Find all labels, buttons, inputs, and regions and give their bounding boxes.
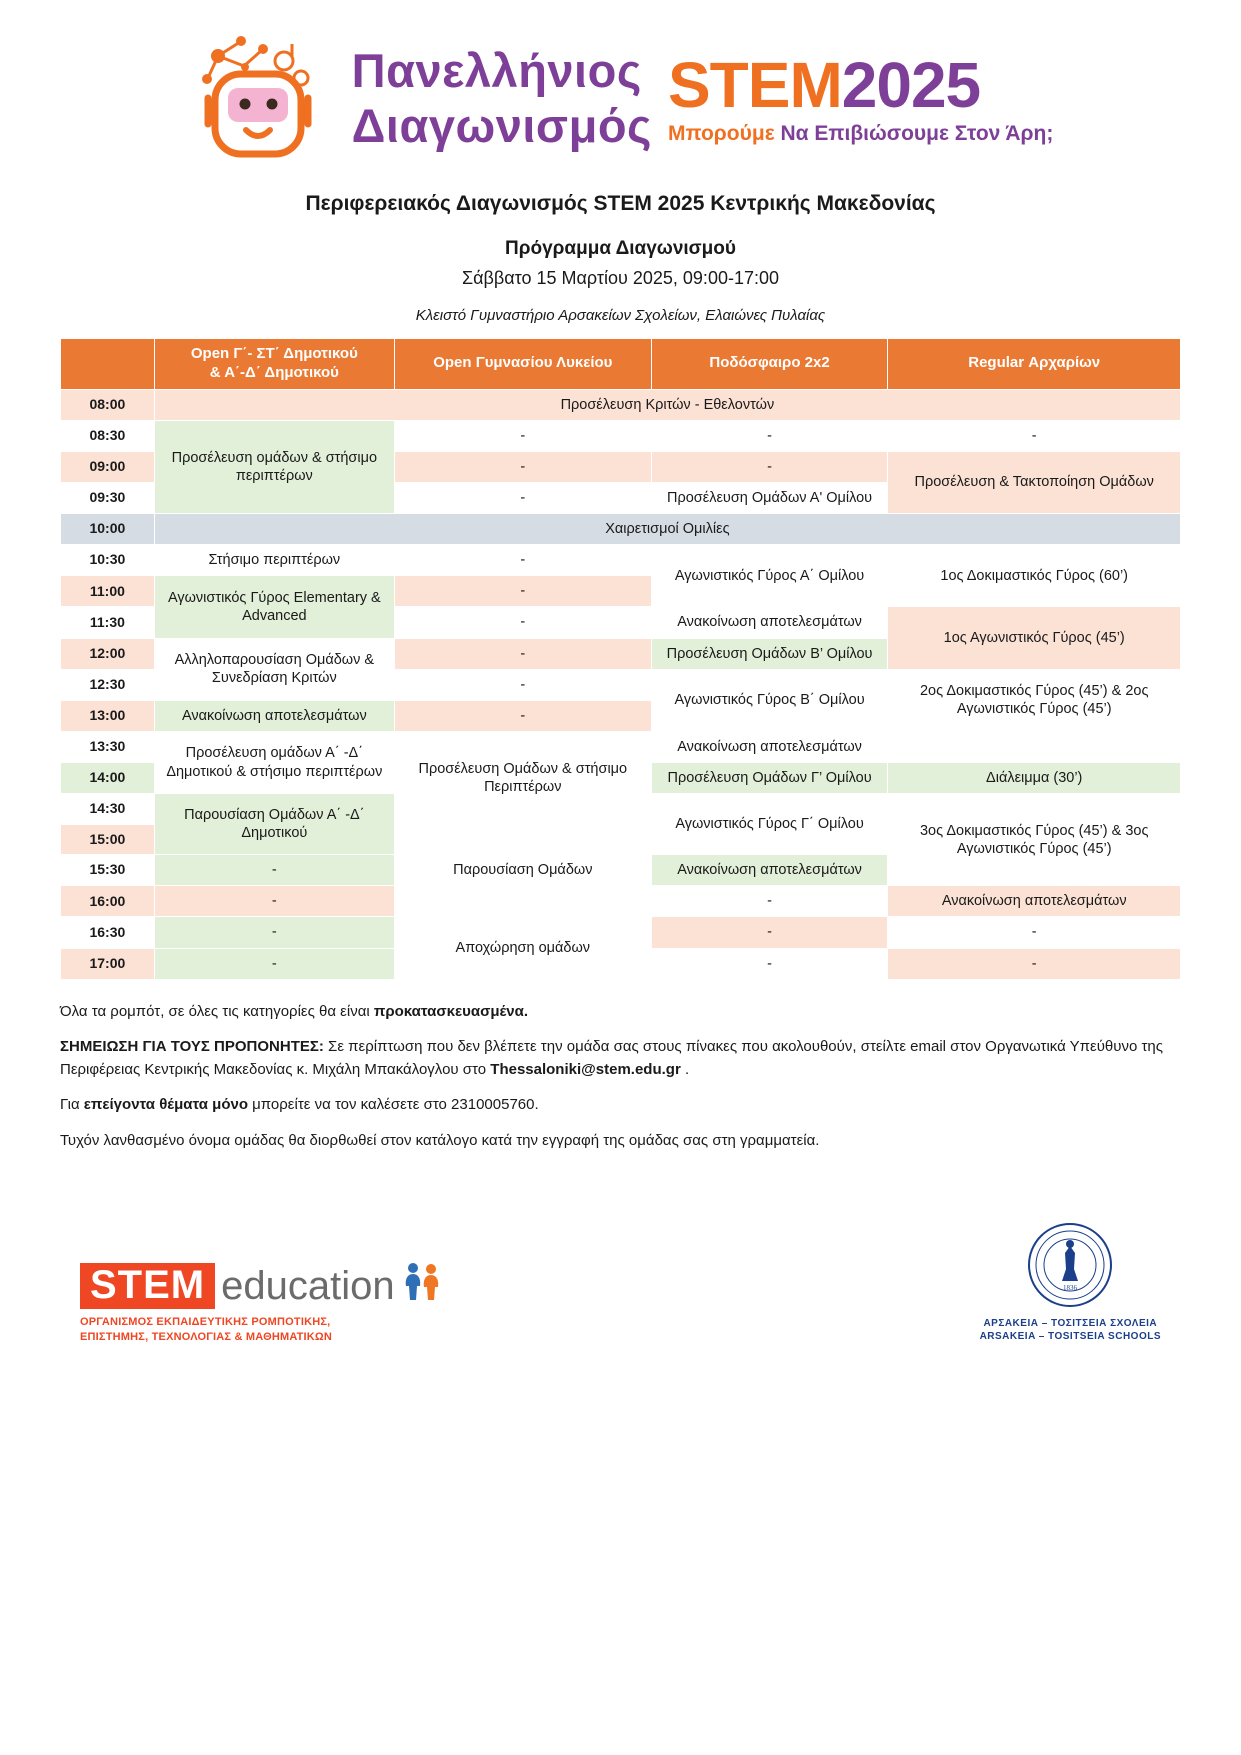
notes-section (60, 1000, 1181, 1152)
header-logo (60, 18, 1181, 178)
table-header-row (61, 339, 1181, 390)
cell-arrival-group-a: Προσέλευση Ομάδων Α' Ομίλου (651, 482, 888, 513)
cell-arrival-elementary-setup: Προσέλευση ομάδων Α΄ -Δ΄ Δημοτικού & στήσιμο περιπτέρων (154, 731, 394, 793)
time-label: 10:30 (61, 545, 155, 576)
venue-text: Κλειστό Γυμναστήριο Αρσακείων Σχολείων, Ελαιώνες Πυλαίας (415, 307, 826, 324)
cell-round-group-b: Αγωνιστικός Γύρος Β΄ Ομίλου (651, 669, 888, 731)
stem-education-logo (80, 1260, 445, 1344)
time-label: 09:30 (61, 482, 155, 513)
arsakeio-subtitle-line1: ΑΡΣΑΚΕΙΑ – ΤΟΣΙΤΣΕΙΑ ΣΧΟΛΕΙΑ (983, 1317, 1158, 1329)
cell-empty: - (394, 420, 651, 451)
tagline-part2: Να Επιβιώσουμε Στον Άρη; (780, 121, 1054, 145)
cell-practice-and-competition-round-3: 3ος Δοκιμαστικός Γύρος (45’) & 3ος Αγωνιστικός Γύρος (45’) (888, 794, 1181, 886)
arsakeio-subtitle-line2: ARSAKEIA – TOSITSEIA SCHOOLS (979, 1331, 1161, 1343)
stem-education-badge: STEM (80, 1263, 215, 1309)
cell-arrival-teams-setup: Προσέλευση ομάδων & στήσιμο περιπτέρων (154, 420, 394, 513)
time-label: 14:30 (61, 794, 155, 825)
cell-empty: - (888, 948, 1181, 979)
stem-year: 2025 (841, 48, 981, 121)
time-label: 14:00 (61, 763, 155, 794)
people-icon (399, 1260, 445, 1311)
col-header-open-dimotiko-line1: Open Γ΄- ΣΤ΄ Δημοτικού (190, 345, 358, 362)
note-coaches-text: Σε περίπτωση που δεν βλέπετε την ομάδα σας στους πίνακες που ακολουθούν, στείλτε email στον Οργανωτικά Υπεύθυνο της Περιφέρειας Κεντρικής Μακεδονίας κ. Μιχάλη Μπακάλογλου στο (60, 1037, 1163, 1079)
cell-empty: - (394, 638, 651, 669)
time-label: 16:00 (61, 886, 155, 917)
cell-empty: - (154, 948, 394, 979)
table-row (61, 917, 1181, 948)
cell-arrival-group-c: Προσέλευση Ομάδων Γ’ Ομίλου (651, 763, 888, 794)
cell-arrival-group-b: Προσέλευση Ομάδων Β’ Ομίλου (651, 638, 888, 669)
cell-cross-presentation-judges: Αλληλοπαρουσίαση Ομάδων & Συνεδρίαση Κριτών (154, 638, 394, 700)
cell-competition-round-1: 1ος Αγωνιστικός Γύρος (45’) (888, 607, 1181, 669)
time-label: 13:00 (61, 700, 155, 731)
time-label: 09:00 (61, 451, 155, 482)
cell-empty: - (394, 607, 651, 638)
stem-education-subtitle (80, 1315, 445, 1344)
cell-results-announcement: Ανακοίνωση αποτελεσμάτων (651, 607, 888, 638)
cell-booth-setup: Στήσιμο περιπτέρων (154, 545, 394, 576)
wordmark-line2: Διαγωνισμός (351, 99, 652, 152)
wordmark (351, 44, 1054, 152)
program-date: Σάββατο 15 Μαρτίου 2025, 09:00-17:00 (461, 268, 779, 288)
robot-icon (188, 26, 338, 171)
note-urgent (60, 1093, 1181, 1116)
cell-results-announcement: Ανακοίνωση αποτελεσμάτων (888, 886, 1181, 917)
cell-results-announcement: Ανακοίνωση αποτελεσμάτων (651, 731, 888, 762)
cell-empty: - (394, 451, 651, 482)
note-urgent-bold: επείγοντα θέματα μόνο (83, 1096, 248, 1114)
stem-word: STEM (667, 48, 842, 121)
time-label: 15:30 (61, 855, 155, 886)
stem-tagline (668, 123, 1053, 144)
table-row (61, 731, 1181, 762)
time-label: 10:00 (61, 514, 155, 545)
col-header-podosfairo: Ποδόσφαιρο 2x2 (651, 339, 888, 390)
cell-empty: - (651, 917, 888, 948)
cell-empty: - (888, 917, 1181, 948)
time-label: 12:30 (61, 669, 155, 700)
cell-practice-and-competition-round-2: 2ος Δοκιμαστικός Γύρος (45’) & 2ος Αγωνιστικός Γύρος (45’) (888, 669, 1181, 731)
cell-empty: - (154, 917, 394, 948)
table-row (61, 545, 1181, 576)
cell-empty: - (394, 576, 651, 607)
note-team-name-correction: Τυχόν λανθασμένο όνομα ομάδας θα διορθωθεί στον κατάλογο κατά την εγγραφή της ομάδας σας στη γραμματεία. (60, 1131, 820, 1149)
cell-results-announcement: Ανακοίνωση αποτελεσμάτων (651, 855, 888, 886)
cell-presentation-elementary: Παρουσίαση Ομάδων Α΄ -Δ΄ Δημοτικού (154, 794, 394, 855)
cell-empty: - (394, 669, 651, 700)
note-prebuilt-bold: προκατασκευασμένα. (373, 1002, 529, 1020)
cell-round-group-c: Αγωνιστικός Γύρος Γ΄ Ομίλου (651, 794, 888, 855)
cell-empty: - (651, 420, 888, 451)
note-coaches-tail: . (680, 1061, 690, 1079)
stem-education-word: education (221, 1263, 395, 1308)
stem-wordmark (667, 48, 1054, 145)
time-label: 15:00 (61, 824, 155, 855)
cell-arrival-judges: Προσέλευση Κριτών - Εθελοντών (154, 389, 1180, 420)
cell-greetings-speeches: Χαιρετισμοί Ομιλίες (154, 514, 1180, 545)
table-row (61, 420, 1181, 451)
note-coaches-label: ΣΗΜΕΙΩΣΗ ΓΙΑ ΤΟΥΣ ΠΡΟΠΟΝΗΤΕΣ: (60, 1037, 324, 1055)
cell-arrival-teams-booth-setup: Προσέλευση Ομάδων & στήσιμο Περιπτέρων (394, 731, 651, 824)
time-label: 08:00 (61, 389, 155, 420)
arsakeio-subtitle (980, 1317, 1161, 1344)
svg-text:1836: 1836 (1063, 1283, 1078, 1292)
col-header-open-dimotiko-line2: & Α΄-Δ΄ Δημοτικού (209, 363, 339, 381)
cell-empty: - (154, 855, 394, 886)
cell-empty: - (394, 700, 651, 731)
stem-education-subtitle-line2: ΕΠΙΣΤΗΜΗΣ, ΤΕΧΝΟΛΟΓΙΑΣ & ΜΑΘΗΜΑΤΙΚΩΝ (80, 1330, 333, 1343)
table-row (61, 514, 1181, 545)
col-header-open-dimotiko (154, 339, 394, 390)
greek-wordmark (351, 44, 652, 152)
cell-team-presentation: Παρουσίαση Ομάδων (394, 824, 651, 917)
schedule-table (60, 338, 1181, 980)
cell-empty: - (394, 482, 651, 513)
time-label: 16:30 (61, 917, 155, 948)
time-label: 11:30 (61, 607, 155, 638)
note-urgent-text: μπορείτε να τον καλέσετε στο 2310005760. (247, 1096, 539, 1114)
cell-empty: - (154, 886, 394, 917)
cell-empty (888, 731, 1181, 762)
time-label: 13:30 (61, 731, 155, 762)
cell-empty: - (651, 886, 888, 917)
cell-empty: - (651, 451, 888, 482)
time-label: 12:00 (61, 638, 155, 669)
note-prebuilt-robots (60, 1000, 1181, 1023)
seal-icon (980, 1222, 1161, 1313)
cell-empty: - (651, 948, 888, 979)
page-title: Περιφερειακός Διαγωνισμός STEM 2025 Κεντρικής Μακεδονίας (305, 192, 936, 215)
cell-round-group-a: Αγωνιστικός Γύρος Α΄ Ομίλου (651, 545, 888, 607)
note-coaches (60, 1035, 1181, 1082)
cell-empty: - (888, 420, 1181, 451)
time-label: 17:00 (61, 948, 155, 979)
tagline-part1: Μπορούμε (667, 121, 775, 145)
time-label: 08:30 (61, 420, 155, 451)
contact-email[interactable]: Thessaloniki@stem.edu.gr (490, 1061, 681, 1079)
wordmark-line1: Πανελλήνιος (351, 44, 642, 97)
col-header-time (61, 339, 155, 390)
cell-results-announcement: Ανακοίνωση αποτελεσμάτων (154, 700, 394, 731)
stem-education-subtitle-line1: ΟΡΓΑΝΙΣΜΟΣ ΕΚΠΑΙΔΕΥΤΙΚΗΣ ΡΟΜΠΟΤΙΚΗΣ, (80, 1316, 331, 1329)
footer-logos (60, 1222, 1181, 1344)
col-header-open-gymnasio: Open Γυμνασίου Λυκείου (394, 339, 651, 390)
cell-team-departure: Αποχώρηση ομάδων (394, 917, 651, 979)
note-prebuilt-text: Όλα τα ρομπότ, σε όλες τις κατηγορίες θα είναι (60, 1002, 374, 1020)
table-row (61, 389, 1181, 420)
time-label: 11:00 (61, 576, 155, 607)
arsakeio-logo (980, 1222, 1161, 1344)
cell-empty: - (394, 545, 651, 576)
col-header-regular: Regular Αρχαρίων (888, 339, 1181, 390)
cell-break: Διάλειμμα (30’) (888, 763, 1181, 794)
cell-practice-round-1: 1ος Δοκιμαστικός Γύρος (60’) (888, 545, 1181, 607)
note-urgent-prefix: Για (60, 1096, 84, 1114)
cell-round-elementary-advanced: Αγωνιστικός Γύρος Elementary & Advanced (154, 576, 394, 638)
program-title: Πρόγραμμα Διαγωνισμού (505, 238, 736, 259)
cell-arrival-arrangement: Προσέλευση & Τακτοποίηση Ομάδων (888, 451, 1181, 513)
